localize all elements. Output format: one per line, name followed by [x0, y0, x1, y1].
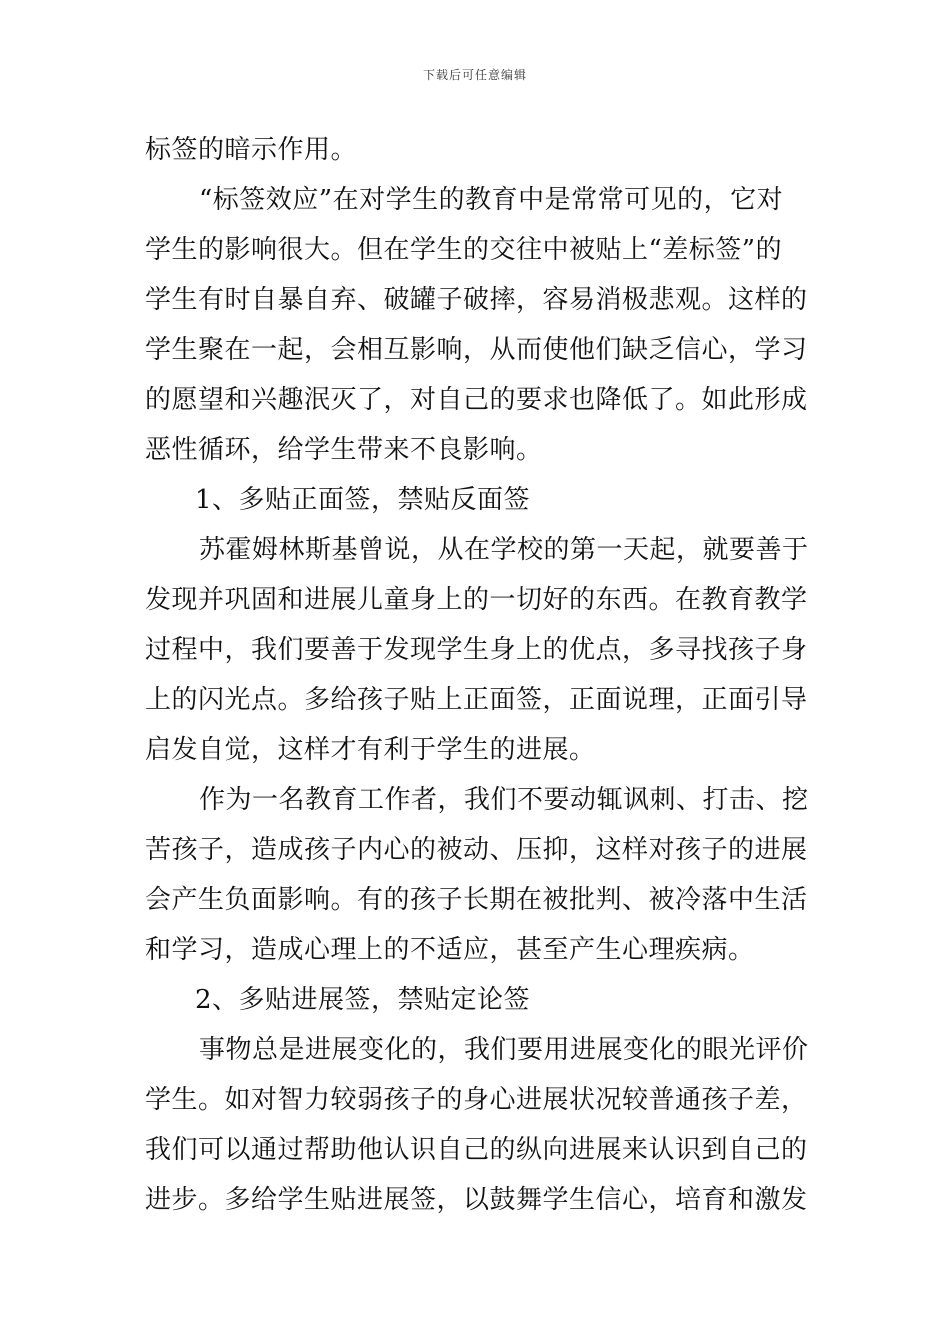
text-line: 学生。如对智力较弱孩子的身心进展状况较普通孩子差，	[145, 1085, 808, 1115]
text-line: 和学习，造成心理上的不适应，甚至产生心理疾病。	[145, 935, 755, 965]
text-line: 过程中，我们要善于发现学生身上的优点，多寻找孩子身	[145, 635, 808, 665]
text-line: 上的闪光点。多给孩子贴上正面签，正面说理，正面引导	[145, 685, 808, 715]
text-line: 的愿望和兴趣泯灭了，对自己的要求也降低了。如此形成	[145, 385, 808, 415]
text-line: 我们可以通过帮助他认识自己的纵向进展来认识到自己的	[145, 1135, 808, 1165]
text-line: 恶性循环，给学生带来不良影响。	[145, 435, 543, 465]
text-line: “标签效应”在对学生的教育中是常常可见的，它对	[199, 185, 784, 215]
text-line: 学生聚在一起，会相互影响，从而使他们缺乏信心，学习	[145, 335, 808, 365]
text-line: 会产生负面影响。有的孩子长期在被批判、被冷落中生活	[145, 885, 808, 915]
section-heading: 2、多贴进展签，禁贴定论签	[195, 985, 531, 1015]
text-line: 标签的暗示作用。	[145, 135, 358, 165]
text-line: 作为一名教育工作者，我们不要动辄讽刺、打击、挖	[199, 785, 809, 815]
document-body	[145, 125, 810, 1225]
text-line: 启发自觉，这样才有利于学生的进展。	[145, 735, 596, 765]
text-line: 事物总是进展变化的，我们要用进展变化的眼光评价	[199, 1035, 809, 1065]
page-header: 下载后可任意编辑	[422, 68, 527, 82]
section-heading: 1、多贴正面签，禁贴反面签	[195, 485, 531, 515]
text-line: 学生有时自暴自弃、破罐子破摔，容易消极悲观。这样的	[145, 285, 808, 315]
text-line: 发现并巩固和进展儿童身上的一切好的东西。在教育教学	[145, 585, 808, 615]
text-line: 进步。多给学生贴进展签，以鼓舞学生信心，培育和激发	[145, 1185, 808, 1215]
text-line: 苦孩子，造成孩子内心的被动、压抑，这样对孩子的进展	[145, 835, 808, 865]
text-line: 学生的影响很大。但在学生的交往中被贴上“差标签”的	[145, 235, 783, 265]
text-line: 苏霍姆林斯基曾说，从在学校的第一天起，就要善于	[199, 535, 809, 565]
